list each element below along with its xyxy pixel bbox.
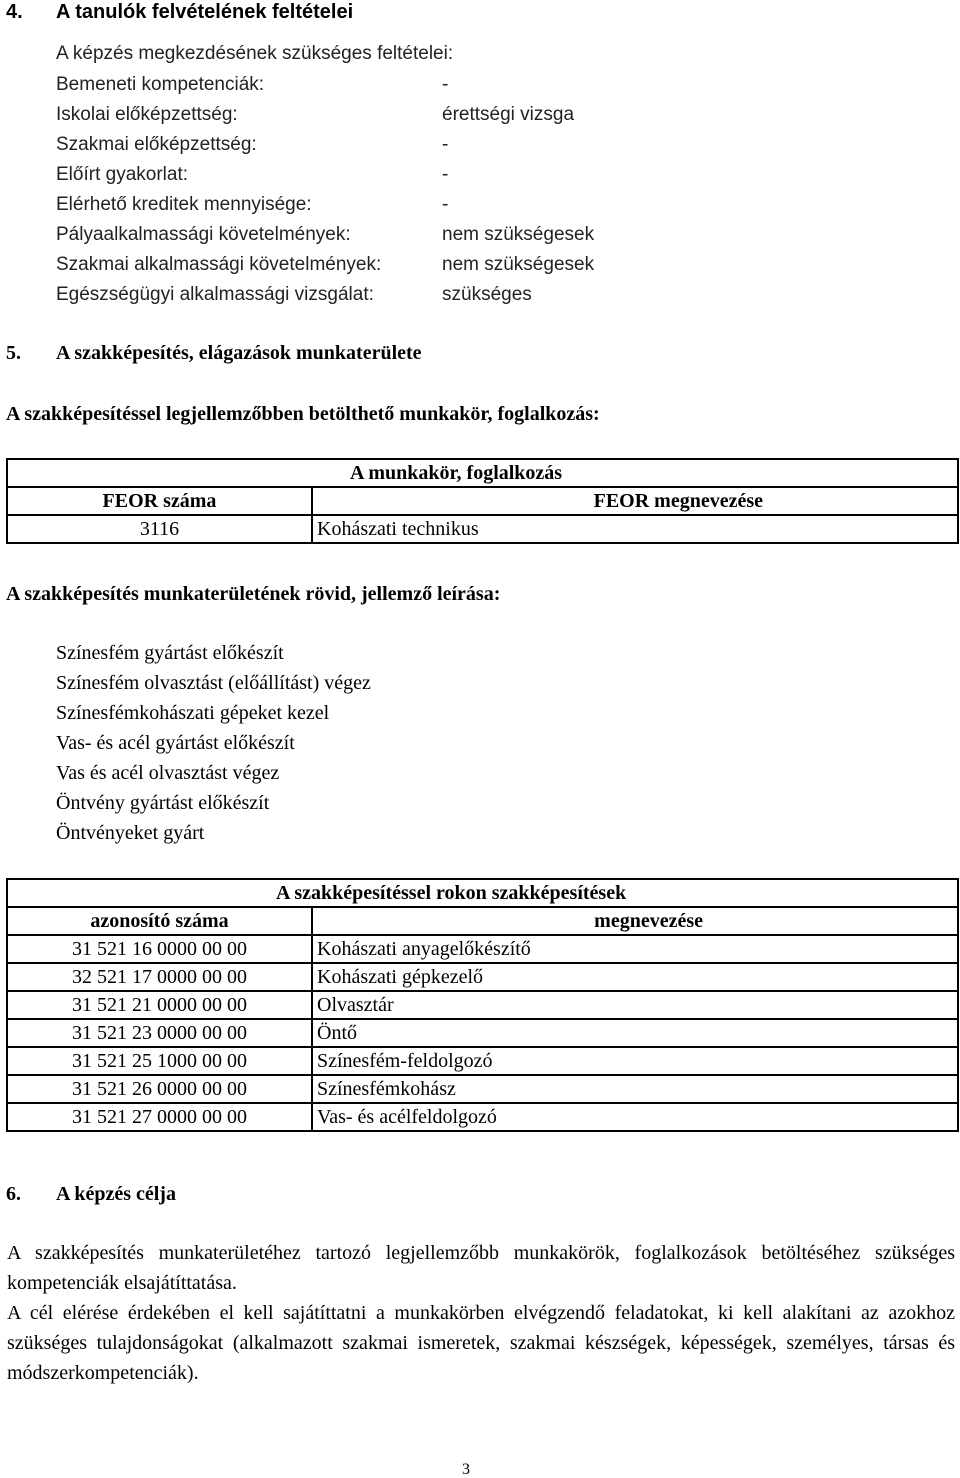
requirement-label: Bemeneti kompetenciák: xyxy=(56,74,265,95)
table-row xyxy=(7,991,958,1019)
requirement-value: - xyxy=(442,194,449,215)
requirement-label: Pályaalkalmassági követelmények: xyxy=(56,224,351,245)
requirement-value: nem szükségesek xyxy=(442,254,595,275)
feor-table-caption: A munkakör, foglalkozás xyxy=(312,459,958,487)
section-6-number: 6. xyxy=(6,1183,21,1205)
table-row xyxy=(7,515,958,543)
list-item: Öntvényeket gyárt xyxy=(56,822,205,844)
related-col-id-header: azonosító száma xyxy=(7,907,312,935)
related-name: Kohászati anyagelőkészítő xyxy=(312,935,958,963)
list-item: Színesfémkohászati gépeket kezel xyxy=(56,702,330,724)
feor-name: Kohászati technikus xyxy=(312,515,958,543)
related-name: Kohászati gépkezelő xyxy=(312,963,958,991)
related-table-caption xyxy=(276,879,958,907)
section-6-title: A képzés célja xyxy=(56,1183,176,1205)
feor-table xyxy=(6,458,959,544)
related-id: 32 521 17 0000 00 00 xyxy=(7,963,312,991)
list-item: Színesfém gyártást előkészít xyxy=(56,642,284,664)
goal-paragraph-1: A szakképesítés munkaterületéhez tartozó legjellemzőbb munkakörök, foglalkozások betöltéséhez szükséges kompetenciák elsajátíttatása. xyxy=(7,1242,955,1294)
related-name: Olvasztár xyxy=(312,991,958,1019)
requirements-intro: A képzés megkezdésének szükséges feltételei: xyxy=(56,43,454,64)
list-item: Vas és acél olvasztást végez xyxy=(56,762,280,784)
requirement-row xyxy=(0,104,960,134)
list-item: Vas- és acél gyártást előkészít xyxy=(56,732,295,754)
list-item: Színesfém olvasztást (előállítást) végez xyxy=(56,672,371,694)
requirement-row xyxy=(0,164,960,194)
related-qualifications-table xyxy=(6,878,959,1132)
table-row xyxy=(7,1047,958,1075)
description-list xyxy=(56,638,371,848)
table-row xyxy=(7,1075,958,1103)
section-4-title: A tanulók felvételének feltételei xyxy=(56,1,354,23)
description-heading: A szakképesítés munkaterületének rövid, jellemző leírása: xyxy=(6,583,501,605)
requirement-label: Iskolai előképzettség: xyxy=(56,104,238,125)
requirement-value: érettségi vizsga xyxy=(442,104,575,125)
related-id: 31 521 27 0000 00 00 xyxy=(7,1103,312,1131)
requirement-value: szükséges xyxy=(442,284,532,305)
requirement-row xyxy=(0,284,960,314)
related-table-caption-text: A szakképesítéssel rokon szakképesítések xyxy=(276,882,627,904)
table-row xyxy=(7,935,958,963)
table-row xyxy=(7,1103,958,1131)
requirement-value: - xyxy=(442,134,449,155)
requirement-row xyxy=(0,74,960,104)
related-col-name-header: megnevezése xyxy=(312,907,958,935)
related-id: 31 521 16 0000 00 00 xyxy=(7,935,312,963)
related-id: 31 521 23 0000 00 00 xyxy=(7,1019,312,1047)
requirement-label: Egészségügyi alkalmassági vizsgálat: xyxy=(56,284,374,305)
section-4-number: 4. xyxy=(6,1,23,23)
requirement-row xyxy=(0,224,960,254)
page-number: 3 xyxy=(462,1461,470,1478)
jobs-heading: A szakképesítéssel legjellemzőbben betölthető munkakör, foglalkozás: xyxy=(6,403,600,425)
requirement-row xyxy=(0,194,960,224)
feor-col-name-header: FEOR megnevezése xyxy=(312,487,958,515)
list-item: Öntvény gyártást előkészít xyxy=(56,792,270,814)
requirement-row xyxy=(0,254,960,284)
goal-paragraph-2: A cél elérése érdekében el kell sajátíttatni a munkakörben elvégzendő feladatokat, ki kell alakítani az azokhoz szükséges tulajdonságokat (alkalmazott szakmai ismeretek, szakmai készségek, képességek, személyes, társas és módszerkompetenciák). xyxy=(7,1302,955,1384)
table-row xyxy=(7,1019,958,1047)
requirement-row xyxy=(0,134,960,164)
requirement-value: - xyxy=(442,74,449,95)
requirement-value: - xyxy=(442,164,449,185)
related-id: 31 521 25 1000 00 00 xyxy=(7,1047,312,1075)
feor-caption-spacer xyxy=(7,459,312,487)
related-name: Öntő xyxy=(312,1019,958,1047)
related-name: Színesfémkohász xyxy=(312,1075,958,1103)
requirement-value: nem szükségesek xyxy=(442,224,595,245)
related-id: 31 521 21 0000 00 00 xyxy=(7,991,312,1019)
section-5-number: 5. xyxy=(6,342,21,364)
table-row xyxy=(7,963,958,991)
section-5-title: A szakképesítés, elágazások munkaterülete xyxy=(56,342,422,364)
requirement-label: Szakmai előképzettség: xyxy=(56,134,257,155)
requirement-label: Szakmai alkalmassági követelmények: xyxy=(56,254,382,275)
related-caption-spacer xyxy=(7,879,312,907)
requirement-label: Előírt gyakorlat: xyxy=(56,164,188,185)
related-name: Színesfém-feldolgozó xyxy=(312,1047,958,1075)
feor-code: 3116 xyxy=(7,515,312,543)
related-name: Vas- és acélfeldolgozó xyxy=(312,1103,958,1131)
requirement-label: Elérhető kreditek mennyisége: xyxy=(56,194,312,215)
related-id: 31 521 26 0000 00 00 xyxy=(7,1075,312,1103)
feor-col-code-header: FEOR száma xyxy=(7,487,312,515)
